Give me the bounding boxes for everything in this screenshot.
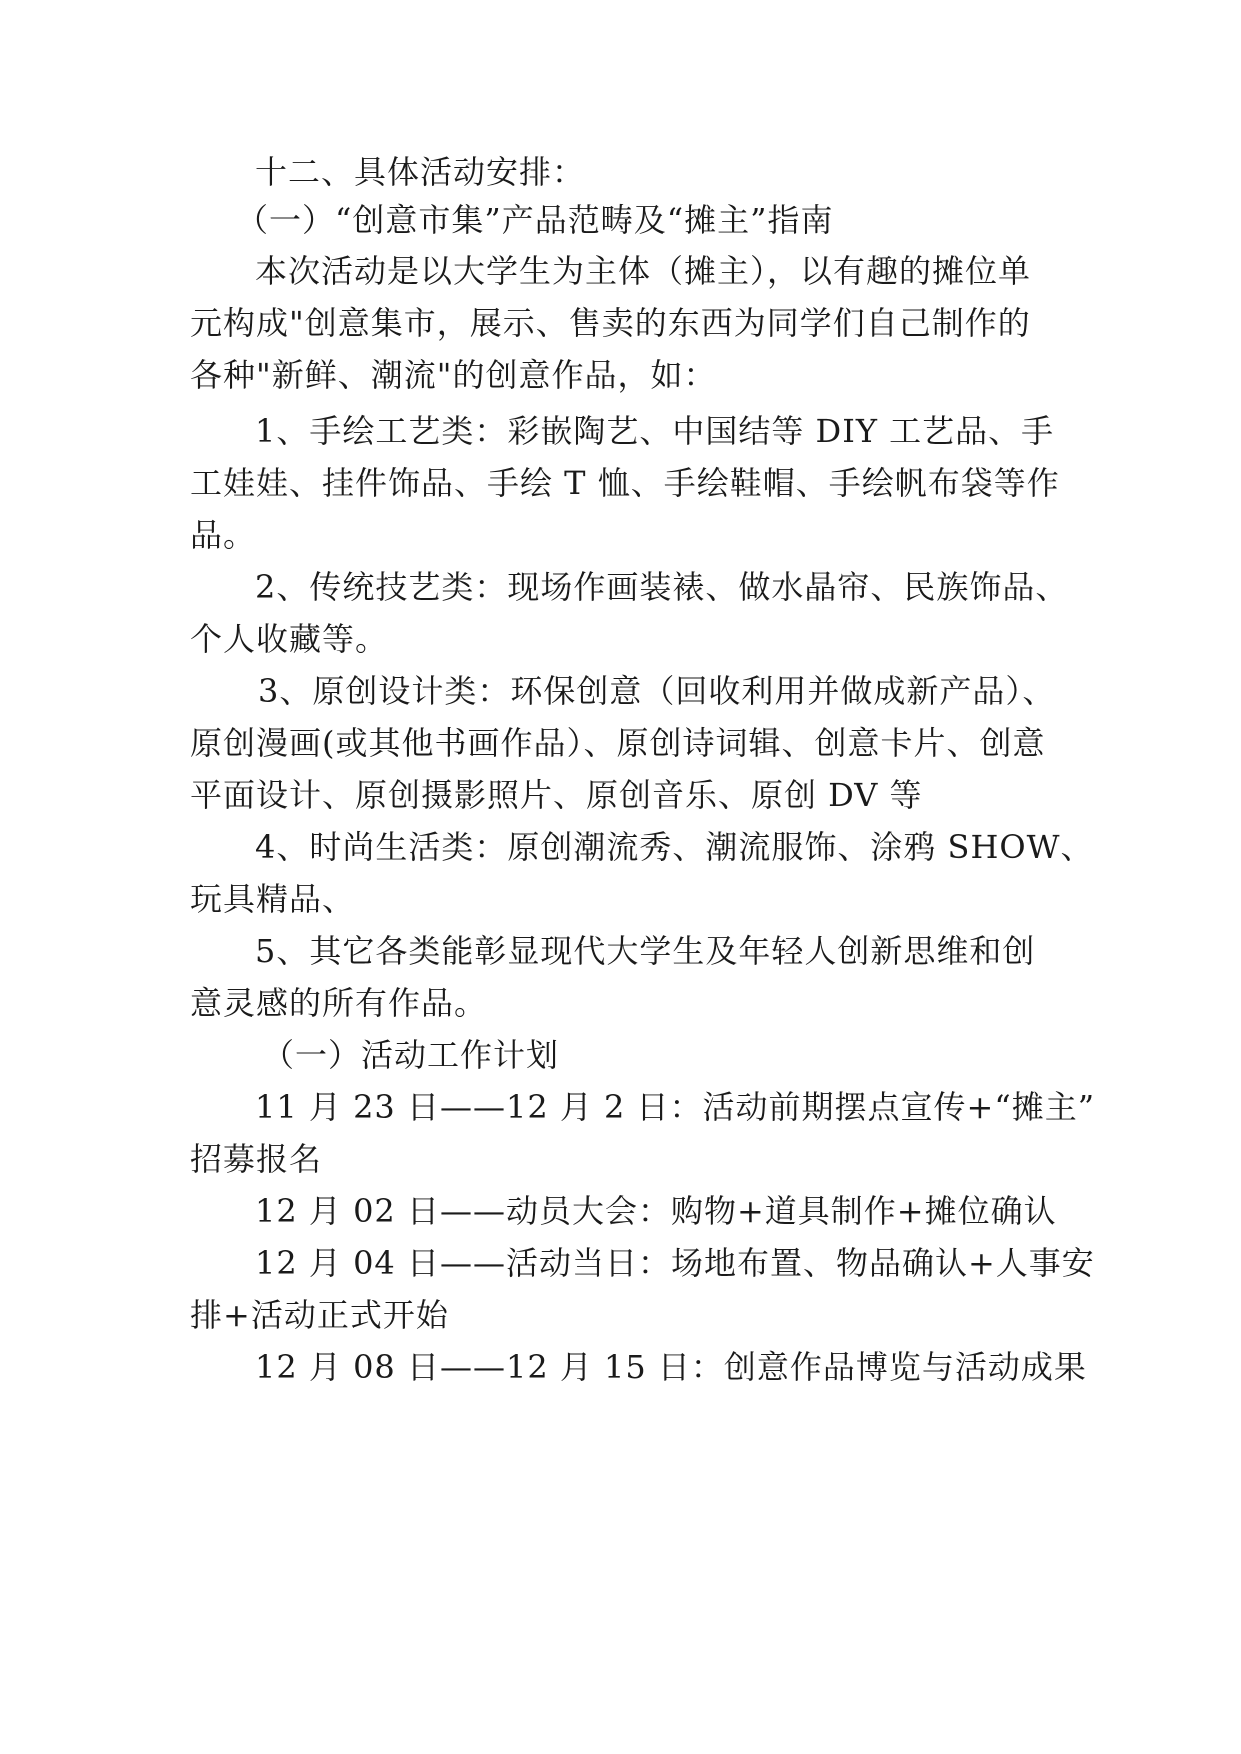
list-item-3-cont: 原创漫画(或其他书画作品）、原创诗词辑、创意卡片、创意 (190, 724, 1046, 762)
section-heading: 十二、具体活动安排： (255, 153, 586, 191)
subsection-heading: （一）“创意市集”产品范畴及“摊主”指南 (236, 201, 834, 239)
list-item-5-cont: 意灵感的所有作品。 (190, 984, 488, 1022)
schedule-item: 12 月 08 日——12 月 15 日：创意作品博览与活动成果 (255, 1348, 1087, 1386)
schedule-item: 11 月 23 日——12 月 2 日：活动前期摆点宣传+“摊主” (255, 1088, 1096, 1126)
list-item-5: 5、其它各类能彰显现代大学生及年轻人创新思维和创 (255, 932, 1036, 970)
list-item-4-cont: 玩具精品、 (190, 880, 356, 918)
list-item-2-cont: 个人收藏等。 (190, 620, 389, 658)
list-item-3-cont: 平面设计、原创摄影照片、原创音乐、原创 DV 等 (190, 776, 923, 814)
subsection-heading: （一）活动工作计划 (262, 1036, 560, 1074)
list-item-1-cont: 品。 (190, 516, 257, 554)
list-item-1-cont: 工娃娃、挂件饰品、手绘 T 恤、手绘鞋帽、手绘帆布袋等作 (190, 464, 1060, 502)
list-item-2: 2、传统技艺类：现场作画装裱、做水晶帘、民族饰品、 (255, 568, 1069, 606)
schedule-item-cont: 排+活动正式开始 (190, 1296, 449, 1334)
list-item-1: 1、手绘工艺类：彩嵌陶艺、中国结等 DIY 工艺品、手 (255, 412, 1055, 450)
paragraph-line: 各种"新鲜、潮流"的创意作品，如： (190, 356, 717, 394)
schedule-item: 12 月 04 日——活动当日：场地布置、物品确认+人事安 (255, 1244, 1095, 1282)
schedule-item: 12 月 02 日——动员大会：购物+道具制作+摊位确认 (255, 1192, 1057, 1230)
list-item-3: 3、原创设计类：环保创意（回收利用并做成新产品）、 (258, 672, 1056, 710)
paragraph-line: 本次活动是以大学生为主体（摊主），以有趣的摊位单 (255, 252, 1032, 290)
list-item-4: 4、时尚生活类：原创潮流秀、潮流服饰、涂鸦 SHOW、 (255, 828, 1094, 866)
paragraph-line: 元构成"创意集市，展示、售卖的东西为同学们自己制作的 (190, 304, 1031, 342)
schedule-item-cont: 招募报名 (190, 1140, 323, 1178)
